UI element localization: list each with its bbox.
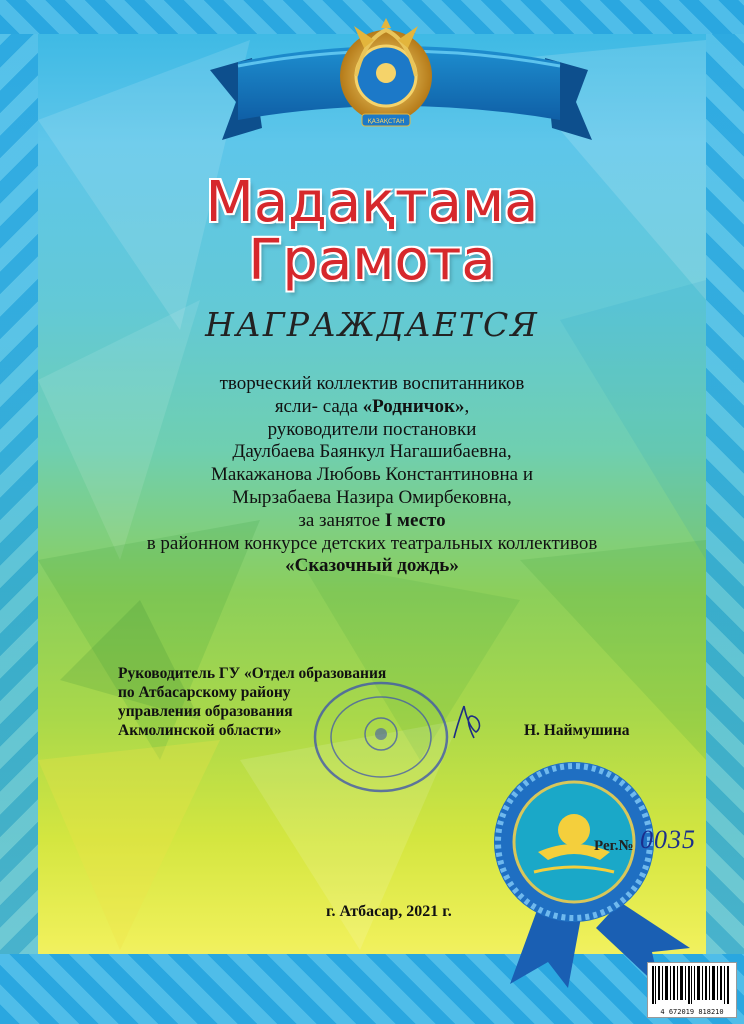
body-line: творческий коллектив воспитанников [219, 373, 525, 394]
barcode-bars [652, 966, 732, 1004]
kazakhstan-emblem [334, 18, 438, 136]
registration-label: Рег.№ [594, 838, 634, 854]
signatory-title [118, 664, 386, 740]
body-text-segment: ясли- сада [274, 395, 363, 417]
award-heading: НАГРАЖДАЕТСЯ [205, 305, 539, 344]
signatory-line: Акмолинской области» [118, 722, 282, 739]
body-line: Макажанова Любовь Константиновна и [210, 464, 534, 486]
award-body [0, 373, 744, 578]
signatory-line: по Атбасарскому району [118, 684, 291, 701]
emblem-banner-text: ҚАЗАҚСТАН [367, 118, 405, 125]
handwritten-signature [448, 702, 488, 744]
place-and-date: г. Атбасар, 2021 г. [326, 903, 452, 920]
registration-number: 0035 [640, 825, 696, 854]
signer-name: Н. Наймушина [524, 722, 630, 739]
body-line [0, 396, 744, 419]
body-line: Мырзабаева Назира Омирбековна, [232, 486, 512, 508]
barcode-number: 4 672019 818210 [660, 1008, 724, 1016]
body-line: руководители постановки [267, 418, 477, 440]
body-line [0, 510, 744, 533]
body-text-segment: , [464, 395, 470, 417]
signatory-line: управления образования [118, 703, 293, 720]
barcode [647, 962, 737, 1018]
place-awarded: I место [384, 509, 446, 531]
body-line [0, 555, 744, 578]
contest-name: «Сказочный дождь» [285, 555, 459, 577]
body-text-segment: за занятое [298, 509, 385, 531]
title-russian: Грамота [248, 228, 496, 293]
title-kazakh: Мадақтама [205, 170, 539, 235]
rosette-seal [470, 752, 720, 992]
body-line: в районном конкурсе детских театральных коллективов [146, 532, 598, 554]
kindergarten-name: «Родничок» [362, 395, 465, 417]
body-line: Даулбаева Баянкул Нагашибаевна, [232, 441, 512, 463]
signatory-line: Руководитель ГУ «Отдел образования [118, 665, 387, 682]
